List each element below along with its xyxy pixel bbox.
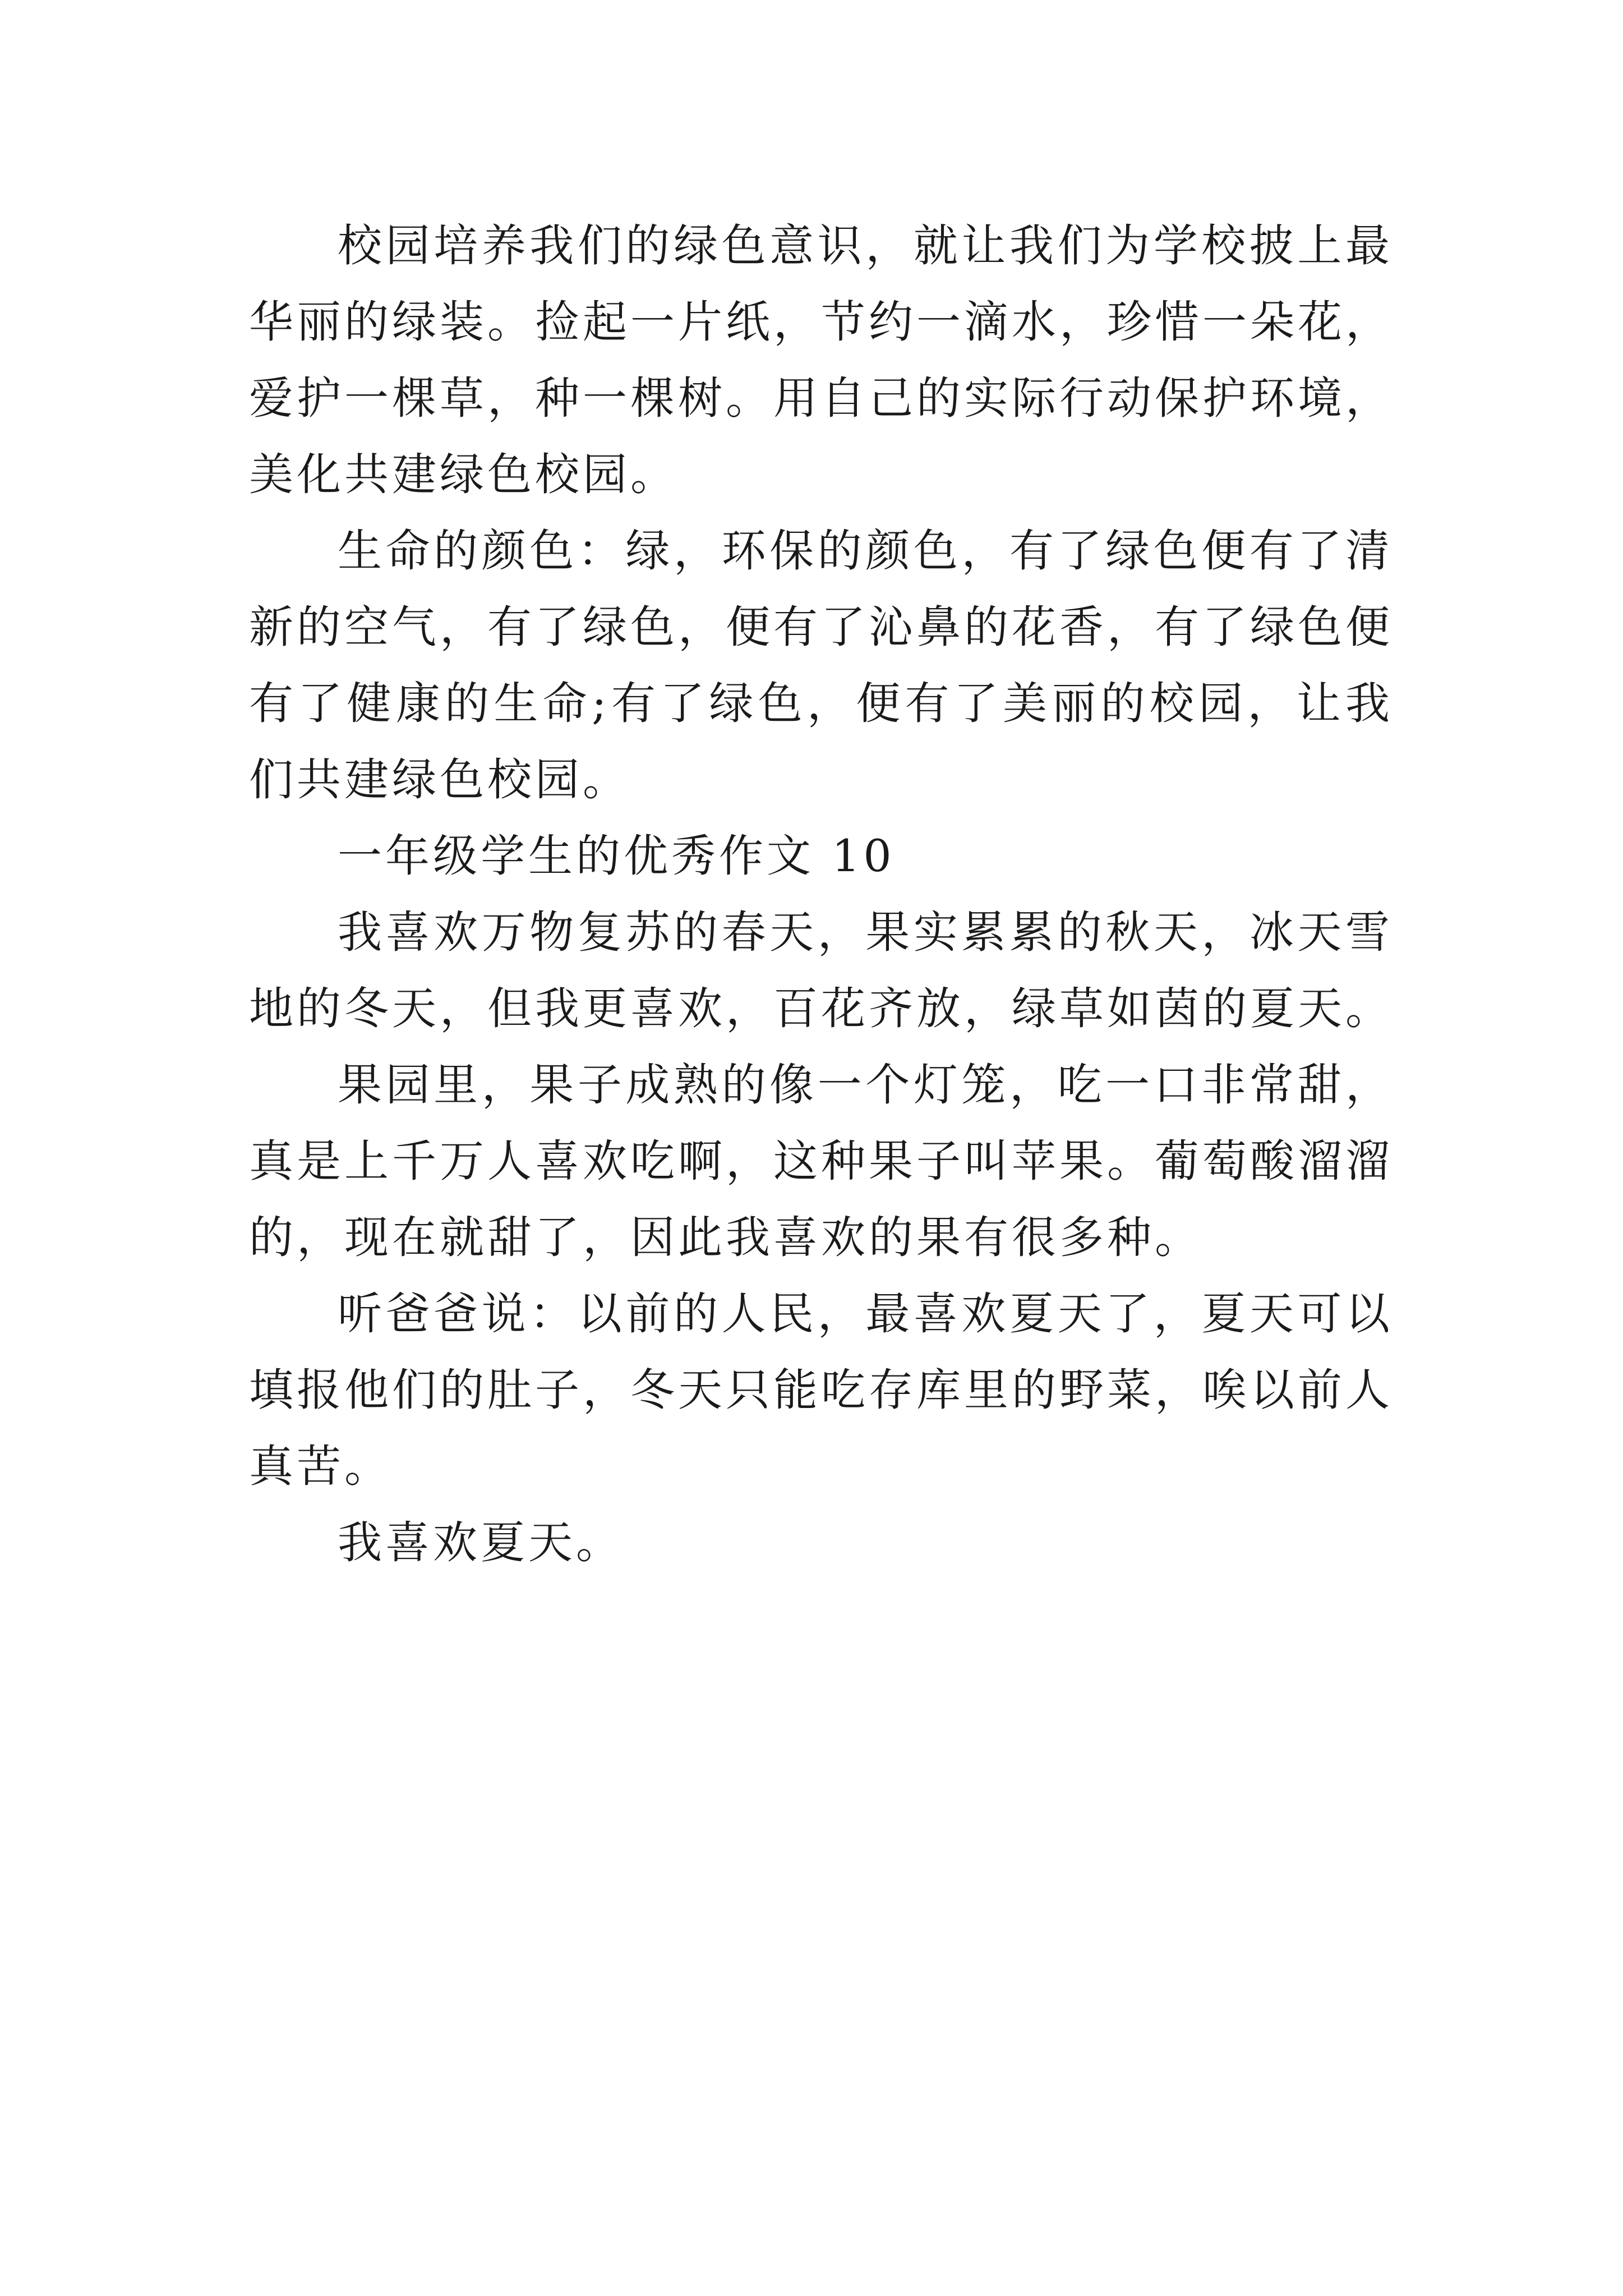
- essay-heading: 一年级学生的优秀作文 10: [338, 830, 895, 882]
- paragraph-seasons: 我喜欢万物复苏的春天，果实累累的秋天，冰天雪地的冬天，但我更喜欢，百花齐放，绿草如茵的夏天。: [249, 907, 1393, 1034]
- paragraph-orchard: 果园里，果子成熟的像一个灯笼，吃一口非常甜，真是上千万人喜欢吃啊，这种果子叫苹果。葡萄酸溜溜的，现在就甜了，因此我喜欢的果有很多种。: [249, 1059, 1393, 1263]
- paragraph-father-says: 听爸爸说：以前的人民，最喜欢夏天了，夏天可以填报他们的肚子，冬天只能吃存库里的野菜，唉以前人真苦。: [249, 1288, 1393, 1492]
- paragraph-conclusion: 我喜欢夏天。: [338, 1517, 624, 1568]
- paragraph-color-of-life: 生命的颜色：绿，环保的颜色，有了绿色便有了清新的空气，有了绿色，便有了沁鼻的花香，有了绿色便有了健康的生命;有了绿色，便有了美丽的校园，让我们共建绿色校园。: [249, 525, 1393, 806]
- paragraph-green-campus: 校园培养我们的绿色意识，就让我们为学校披上最华丽的绿装。捡起一片纸，节约一滴水，珍惜一朵花，爱护一棵草，种一棵树。用自己的实际行动保护环境，美化共建绿色校园。: [249, 220, 1393, 500]
- document-body: [249, 208, 1393, 1581]
